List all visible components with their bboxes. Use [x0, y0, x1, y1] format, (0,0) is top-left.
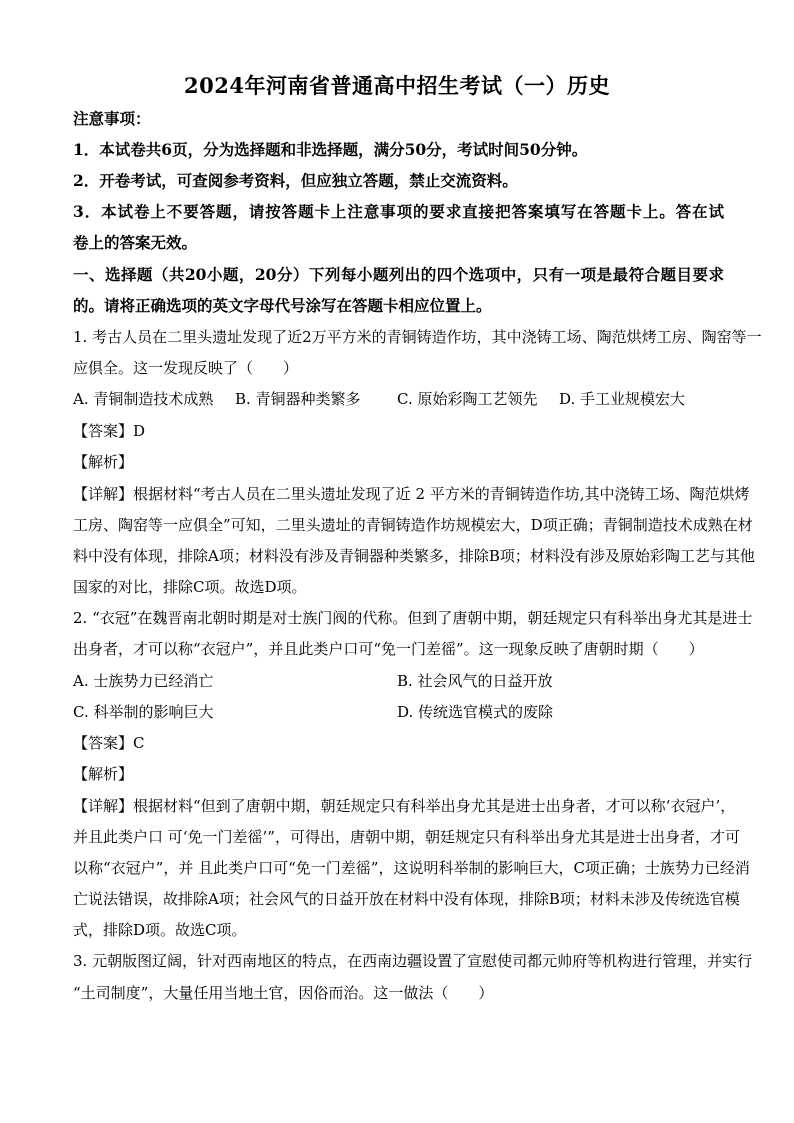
section-heading-line1: 一、选择题（共20小题，20分）下列每小题列出的四个选项中，只有一项是最符合题目要求	[73, 265, 724, 284]
q2-detail-line4: 亡说法错误，故排除A项；社会风气的日益开放在材料中没有体现，排除B项；材料未涉及传统选官模	[73, 890, 740, 908]
notice-item-2: 2．开卷考试，可查阅参考资料，但应独立答题，禁止交流资料。	[73, 171, 518, 190]
notice-heading: 注意事项：	[73, 109, 151, 128]
q2-option-d: D. 传统选官模式的废除	[397, 703, 554, 721]
q2-detail-line2: 并且此类户口 可‘免一门差徭’”，可得出，唐朝中期，朝廷规定只有科举出身尤其是进士出身者，才可	[73, 828, 740, 846]
q1-detail-line2: 工房、陶窑等一应俱全”可知，二里头遗址的青铜铸造作坊规模宏大，D项正确；青铜制造技术成熟在材	[73, 516, 753, 534]
q1-option-b: B. 青铜器种类繁多	[235, 390, 361, 408]
page-title: 2024年河南省普通高中招生考试（一）历史	[184, 73, 610, 98]
q1-option-a: A. 青铜制造技术成熟	[73, 390, 214, 408]
q1-detail-line4: 国家的对比，排除C项。故选D项。	[73, 578, 307, 596]
q3-stem-line2: “土司制度”，大量任用当地土官，因俗而治。这一做法（ ）	[73, 984, 494, 1002]
q2-answer: 【答案】C	[73, 734, 145, 752]
notice-item-1: 1．本试卷共6页，分为选择题和非选择题，满分50分，考试时间50分钟。	[73, 140, 588, 159]
notice-item-3: 3．本试卷上不要答题，请按答题卡上注意事项的要求直接把答案填写在答题卡上。答在试	[73, 202, 724, 221]
q1-stem-line1: 1. 考古人员在二里头遗址发现了近2万平方米的青铜铸造作坊，其中浇铸工场、陶范烘烤工房、陶窑等一	[73, 328, 762, 346]
q2-option-b: B. 社会风气的日益开放	[397, 672, 553, 690]
q2-detail-line1: 【详解】根据材料“但到了唐朝中期，朝廷规定只有科举出身尤其是进士出身者，才可以称‘衣冠户’，	[73, 797, 736, 815]
notice-item-3-cont: 卷上的答案无效。	[73, 233, 198, 252]
q2-option-a: A. 士族势力已经消亡	[73, 672, 214, 690]
q1-option-c: C. 原始彩陶工艺领先	[397, 390, 538, 408]
q1-detail-line3: 料中没有体现，排除A项；材料没有涉及青铜器种类繁多，排除B项；材料没有涉及原始彩陶工艺与其他	[73, 547, 755, 565]
q2-detail-line5: 式，排除D项。故选C项。	[73, 921, 247, 939]
q1-detail-line1: 【详解】根据材料“考古人员在二里头遗址发现了近 2 平方米的青铜铸造作坊,其中浇铸工场、陶范烘烤	[73, 485, 750, 503]
q2-stem-line2: 出身者，才可以称“衣冠户”，并且此类户口可“免一门差徭”。这一现象反映了唐朝时期（ ）	[73, 640, 704, 658]
q1-stem-line2: 应俱全。这一发现反映了（ ）	[73, 359, 299, 377]
q3-stem-line1: 3. 元朝版图辽阔，针对西南地区的特点，在西南边疆设置了宣慰使司都元帅府等机构进行管理，并实行	[73, 952, 753, 970]
q1-answer: 【答案】D	[73, 422, 146, 440]
q2-stem-line1: 2. “衣冠”在魏晋南北朝时期是对士族门阀的代称。但到了唐朝中期，朝廷规定只有科举出身尤其是进士	[73, 609, 753, 627]
section-heading-line2: 的。请将正确选项的英文字母代号涂写在答题卡相应位置上。	[73, 296, 492, 315]
q2-option-c: C. 科举制的影响巨大	[73, 703, 214, 721]
q2-analysis-label: 【解析】	[73, 765, 134, 783]
q1-analysis-label: 【解析】	[73, 453, 134, 471]
q2-detail-line3: 以称“衣冠户”，并 且此类户口可“免一门差徭”，这说明科举制的影响巨大，C项正确；士族势力已经消	[73, 859, 750, 877]
q1-option-d: D. 手工业规模宏大	[559, 390, 686, 408]
